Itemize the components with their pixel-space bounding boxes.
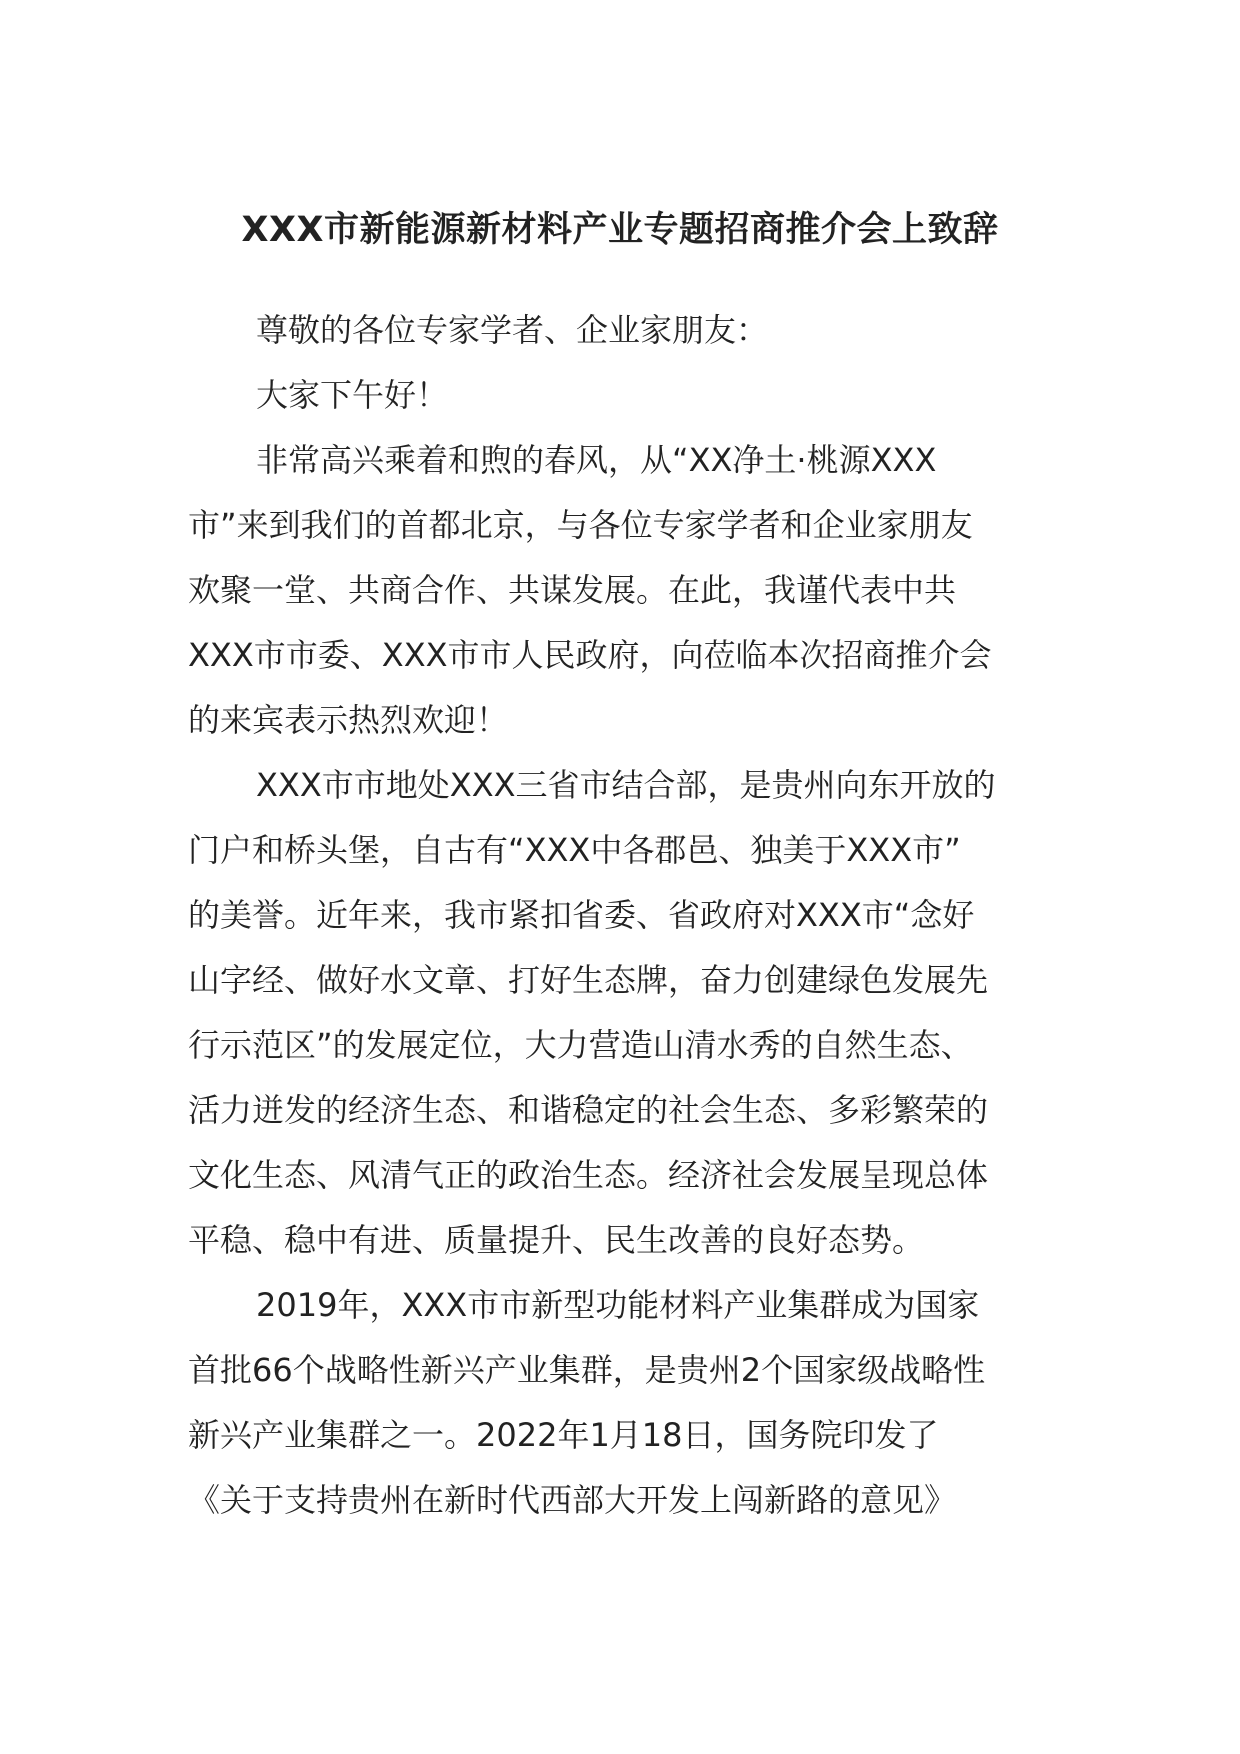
paragraph-3-line-4: 《关于支持贵州在新时代西部大开发上闯新路的意见》 [188, 1481, 957, 1519]
paragraph-1-line-3: 欢聚一堂、共商合作、共谋发展。在此，我谨代表中共 [188, 571, 957, 609]
document-title: XXX市新能源新材料产业专题招商推介会上致辞 [241, 210, 999, 250]
paragraph-3-line-1: 2019年，XXX市市新型功能材料产业集群成为国家 [256, 1286, 980, 1324]
paragraph-3-line-2: 首批66个战略性新兴产业集群，是贵州2个国家级战略性 [188, 1351, 986, 1389]
paragraph-1-line-5: 的来宾表示热烈欢迎！ [188, 701, 509, 739]
salutation-line: 尊敬的各位专家学者、企业家朋友： [256, 311, 769, 349]
paragraph-1-line-1: 非常高兴乘着和煦的春风，从“XX净土·桃源XXX [256, 441, 937, 479]
paragraph-1-line-2: 市”来到我们的首都北京，与各位专家学者和企业家朋友 [188, 506, 973, 544]
paragraph-2-line-1: XXX市市地处XXX三省市结合部，是贵州向东开放的 [256, 766, 996, 804]
paragraph-2-line-6: 活力迸发的经济生态、和谐稳定的社会生态、多彩繁荣的 [188, 1091, 989, 1129]
paragraph-1-line-4: XXX市市委、XXX市市人民政府，向莅临本次招商推介会 [188, 636, 992, 674]
paragraph-2-line-2: 门户和桥头堡，自古有“XXX中各郡邑、独美于XXX市” [188, 831, 961, 869]
paragraph-2-line-3: 的美誉。近年来，我市紧扣省委、省政府对XXX市“念好 [188, 896, 975, 934]
paragraph-2-line-4: 山字经、做好水文章、打好生态牌，奋力创建绿色发展先 [188, 961, 989, 999]
paragraph-2-line-7: 文化生态、风清气正的政治生态。经济社会发展呈现总体 [188, 1156, 989, 1194]
paragraph-3-line-3: 新兴产业集群之一。2022年1月18日，国务院印发了 [188, 1416, 939, 1454]
document-body [188, 298, 1058, 1533]
greeting-line: 大家下午好！ [256, 376, 449, 414]
paragraph-2-line-5: 行示范区”的发展定位，大力营造山清水秀的自然生态、 [188, 1026, 973, 1064]
paragraph-2-line-8: 平稳、稳中有进、质量提升、民生改善的良好态势。 [188, 1221, 925, 1259]
